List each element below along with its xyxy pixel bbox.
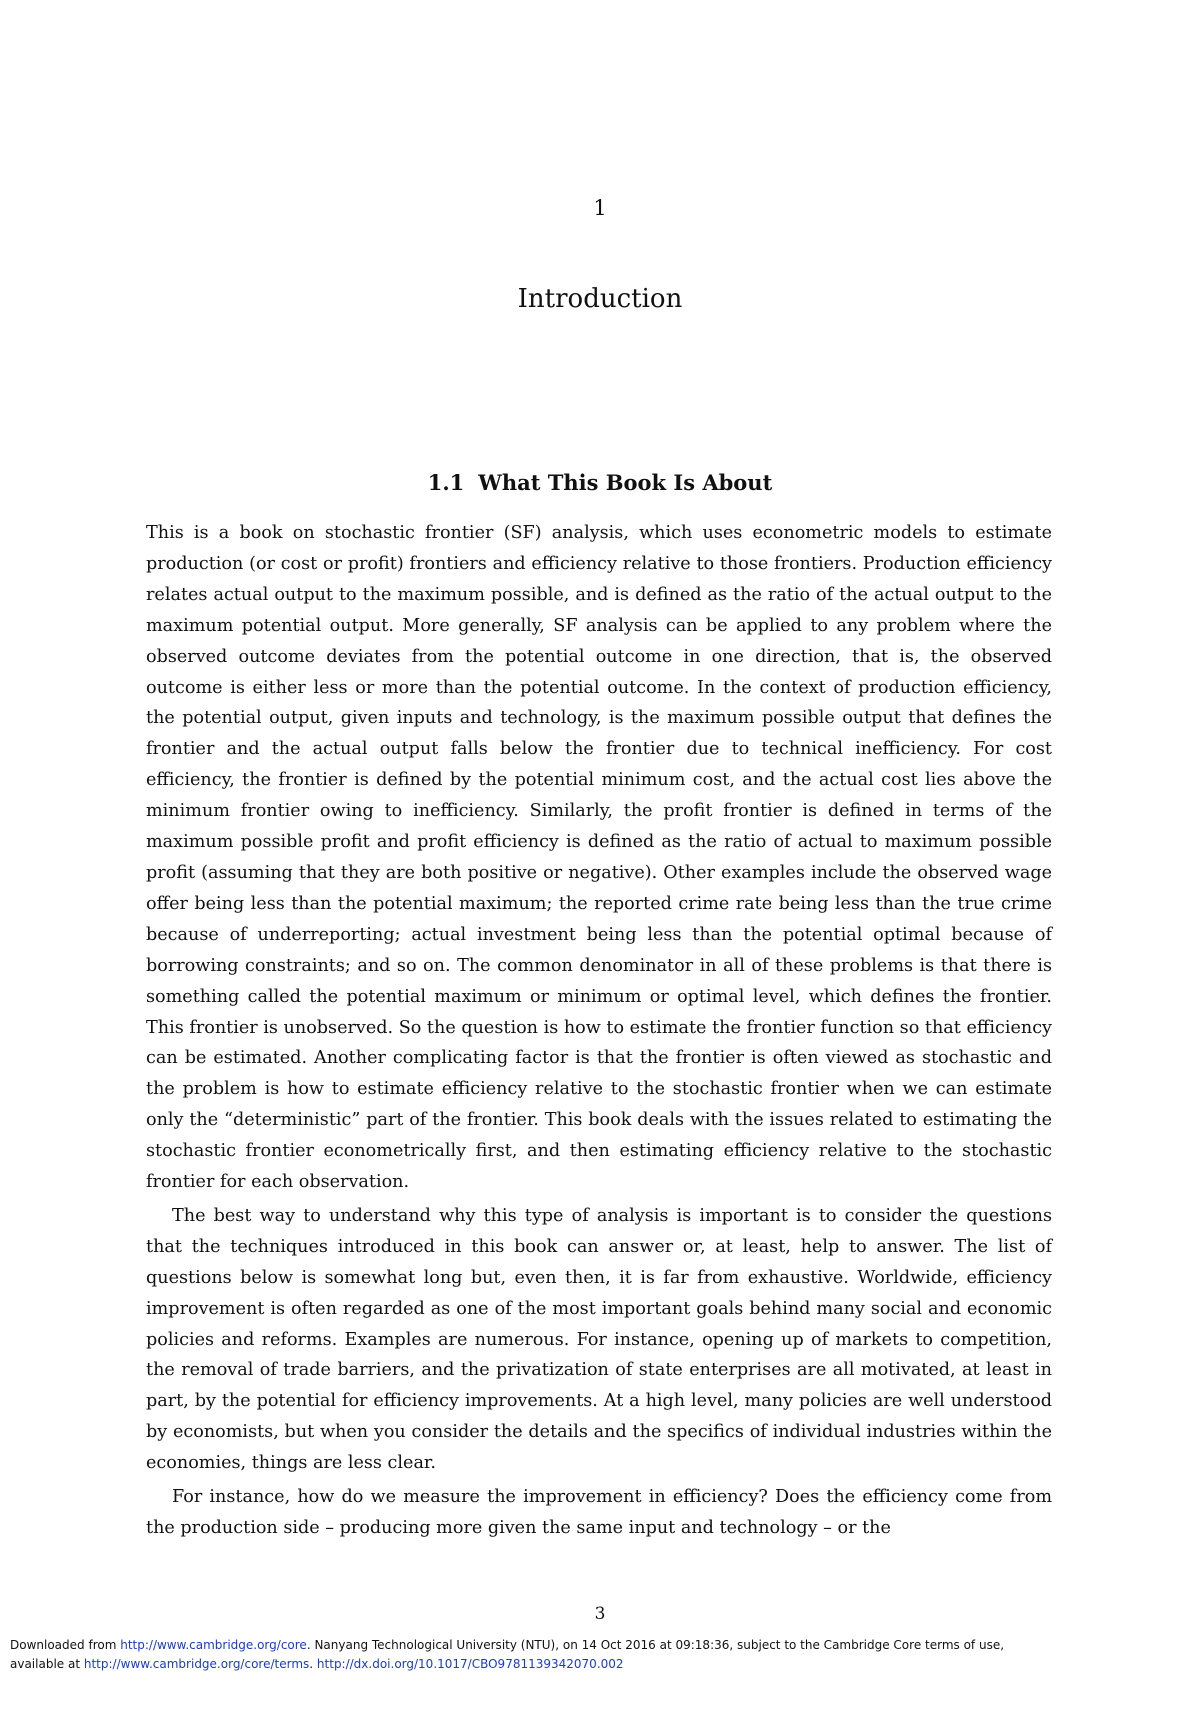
page-number: 3 — [594, 1604, 606, 1624]
paragraph: For instance, how do we measure the improvement in efficiency? Does the efficiency come from the production side – producing more given the same input and technology – or the — [146, 1487, 1052, 1538]
terms-link[interactable]: http://www.cambridge.org/core/terms — [83, 1657, 310, 1671]
footer-line-2 — [10, 1655, 1195, 1674]
section-title: What This Book Is About — [478, 470, 773, 495]
footer-line-1 — [10, 1636, 1195, 1655]
chapter-number: 1 — [593, 196, 607, 220]
footer-separator: . — [309, 1657, 314, 1671]
chapter-title: Introduction — [517, 284, 683, 314]
section-number: 1.1 — [427, 470, 465, 495]
paragraph: The best way to understand why this type of analysis is important is to consider the questions that the techniques introduced in this book can answer or, at least, help to answer. The list of questions below is somewhat long but, even then, it is far from exhaustive. Worldwide, efficiency improvement is often regarded as one of the most important goals behind many social and economic policies and reforms. Examples are numerous. For instance, opening up of markets to competition, the removal of trade barriers, and the privatization of state enterprises are all motivated, at least in part, by the potential for efficiency improvements. At a high level, many policies are well understood by economists, but when you consider the details and the specifics of individual industries within the economies, things are less clear. — [146, 1205, 1052, 1474]
footer-text: available at — [10, 1657, 81, 1671]
section-heading — [0, 470, 1200, 495]
body-text — [146, 518, 1052, 1544]
doi-link[interactable]: http://dx.doi.org/10.1017/CBO9781139342070.002 — [316, 1657, 624, 1671]
paragraph: This is a book on stochastic frontier (SF) analysis, which uses econometric models to estimate production (or cost or profit) frontiers and efficiency relative to those frontiers. Production efficiency relates actual output to the maximum possible, and is defined as the ratio of the actual output to the maximum potential output. More generally, SF analysis can be applied to any problem where the observed outcome deviates from the potential outcome in one direction, that is, the observed outcome is either less or more than the potential outcome. In the context of production efficiency, the potential output, given inputs and technology, is the maximum possible output that defines the frontier and the actual output falls below the frontier due to technical inefficiency. For cost efficiency, the frontier is defined by the potential minimum cost, and the actual cost lies above the minimum frontier owing to inefficiency. Similarly, the profit frontier is defined in terms of the maximum possible profit and profit efficiency is defined as the ratio of actual to maximum possible profit (assuming that they are both positive or negative). Other examples include the observed wage offer being less than the potential maximum; the reported crime rate being less than the true crime because of underreporting; actual investment being less than the potential optimal because of borrowing constraints; and so on. The common denominator in all of these problems is that there is something called the potential maximum or minimum or optimal level, which defines the frontier. This frontier is unobserved. So the question is how to estimate the frontier function so that efficiency can be estimated. Another complicating factor is that the frontier is often viewed as stochastic and the problem is how to estimate efficiency relative to the stochastic frontier when we can estimate only the “deterministic” part of the frontier. This book deals with the issues related to estimating the stochastic frontier econometrically first, and then estimating efficiency relative to the stochastic frontier for each observation. — [146, 523, 1052, 1193]
footer-text: Downloaded from — [10, 1638, 117, 1652]
cambridge-core-link[interactable]: http://www.cambridge.org/core — [120, 1638, 307, 1652]
footer-text: . Nanyang Technological University (NTU), on 14 Oct 2016 at 09:18:36, subject to the Cambridge Core terms of use, — [306, 1638, 1005, 1652]
download-footer — [10, 1636, 1195, 1674]
